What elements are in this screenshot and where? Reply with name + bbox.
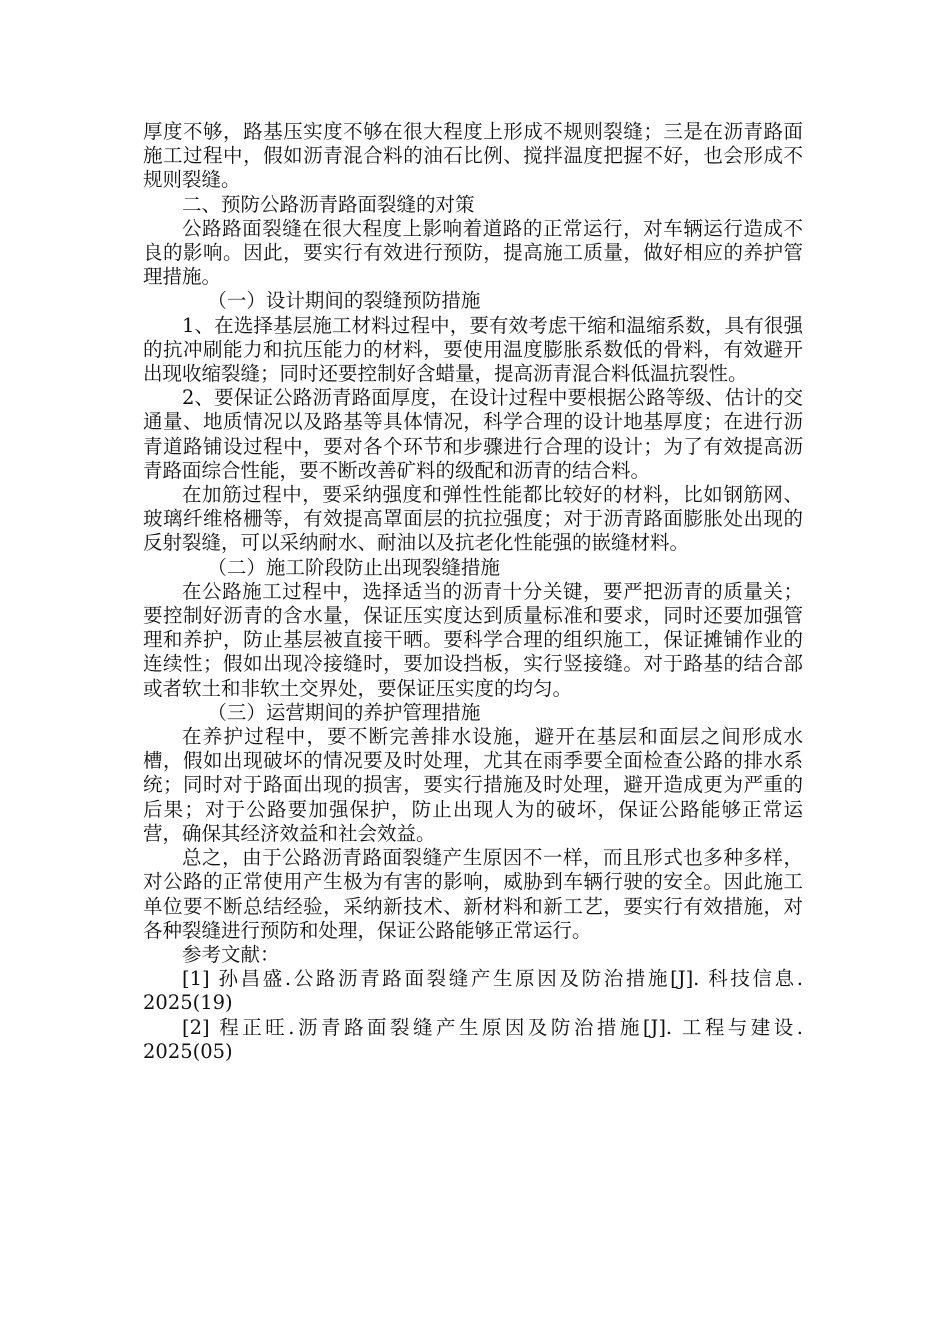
paragraph-design-item-2: 2、要保证公路沥青路面厚度，在设计过程中要根据公路等级、估计的交通量、地质情况以及路基等具体情况，科学合理的设计地基厚度；在进行沥青道路铺设过程中，要对各个环节和步骤进行合理的设计；为了有效提高沥青路面综合性能，要不断改善矿料的级配和沥青的结合料。 <box>143 386 803 482</box>
references-heading: 参考文献： <box>182 942 280 966</box>
paragraph-design-item-1: 1、在选择基层施工材料过程中，要有效考虑干缩和温缩系数，具有很强的抗冲刷能力和抗压能力的材料，要使用温度膨胀系数低的骨料，有效避开出现收缩裂缝；同时还要控制好含蜡量，提高沥青混合料低温抗裂性。 <box>143 313 803 386</box>
section-heading-countermeasures: 二、预防公路沥青路面裂缝的对策 <box>182 192 475 216</box>
reference-item: [1] 孙昌盛.公路沥青路面裂缝产生原因及防治措施[J]. 科技信息. 2025(19) <box>143 967 803 1015</box>
paragraph-construction: 在公路施工过程中，选择适当的沥青十分关键，要严把沥青的质量关；要控制好沥青的含水量，保证压实度达到质量标准和要求，同时还要加强管理和养护，防止基层被直接干晒。要科学合理的组织施工，保证摊铺作业的连续性；假如出现冷接缝时，要加设挡板，实行竖接缝。对于路基的结合部或者软土和非软土交界处，要保证压实度的均匀。 <box>143 579 803 700</box>
subheading-design-phase: （一）设计期间的裂缝预防措施 <box>207 289 481 313</box>
paragraph-continuation: 厚度不够，路基压实度不够在很大程度上形成不规则裂缝；三是在沥青路面施工过程中，假如沥青混合料的油石比例、搅拌温度把握不好，也会形成不规则裂缝。 <box>143 120 803 192</box>
paragraph-reinforcement: 在加筋过程中，要采纳强度和弹性性能都比较好的材料，比如钢筋网、玻璃纤维格栅等，有效提高罩面层的抗拉强度；对于沥青路面膨胀处出现的反射裂缝，可以采纳耐水、耐油以及抗老化性能强的嵌缝材料。 <box>143 483 803 555</box>
subheading-operation-phase: （三）运营期间的养护管理措施 <box>207 700 481 724</box>
paragraph-conclusion: 总之，由于公路沥青路面裂缝产生原因不一样，而且形式也多种多样，对公路的正常使用产生极为有害的影响，威胁到车辆行驶的安全。因此施工单位要不断总结经验，采纳新技术、新材料和新工艺，要实行有效措施，对各种裂缝进行预防和处理，保证公路能够正常运行。 <box>143 846 803 942</box>
reference-item: [2] 程正旺.沥青路面裂缝产生原因及防治措施[J]. 工程与建设. 2025(05) <box>143 1015 803 1063</box>
document-page <box>143 120 803 1064</box>
subheading-construction-phase: （二）施工阶段防止出现裂缝措施 <box>207 555 500 579</box>
paragraph-maintenance: 在养护过程中，要不断完善排水设施，避开在基层和面层之间形成水槽，假如出现破坏的情况要及时处理，尤其在雨季要全面检查公路的排水系统；同时对于路面出现的损害，要实行措施及时处理，避开造成更为严重的后果；对于公路要加强保护，防止出现人为的破坏，保证公路能够正常运营，确保其经济效益和社会效益。 <box>143 725 803 845</box>
paragraph-intro: 公路路面裂缝在很大程度上影响着道路的正常运行，对车辆运行造成不良的影响。因此，要实行有效进行预防，提高施工质量，做好相应的养护管理措施。 <box>143 216 803 289</box>
